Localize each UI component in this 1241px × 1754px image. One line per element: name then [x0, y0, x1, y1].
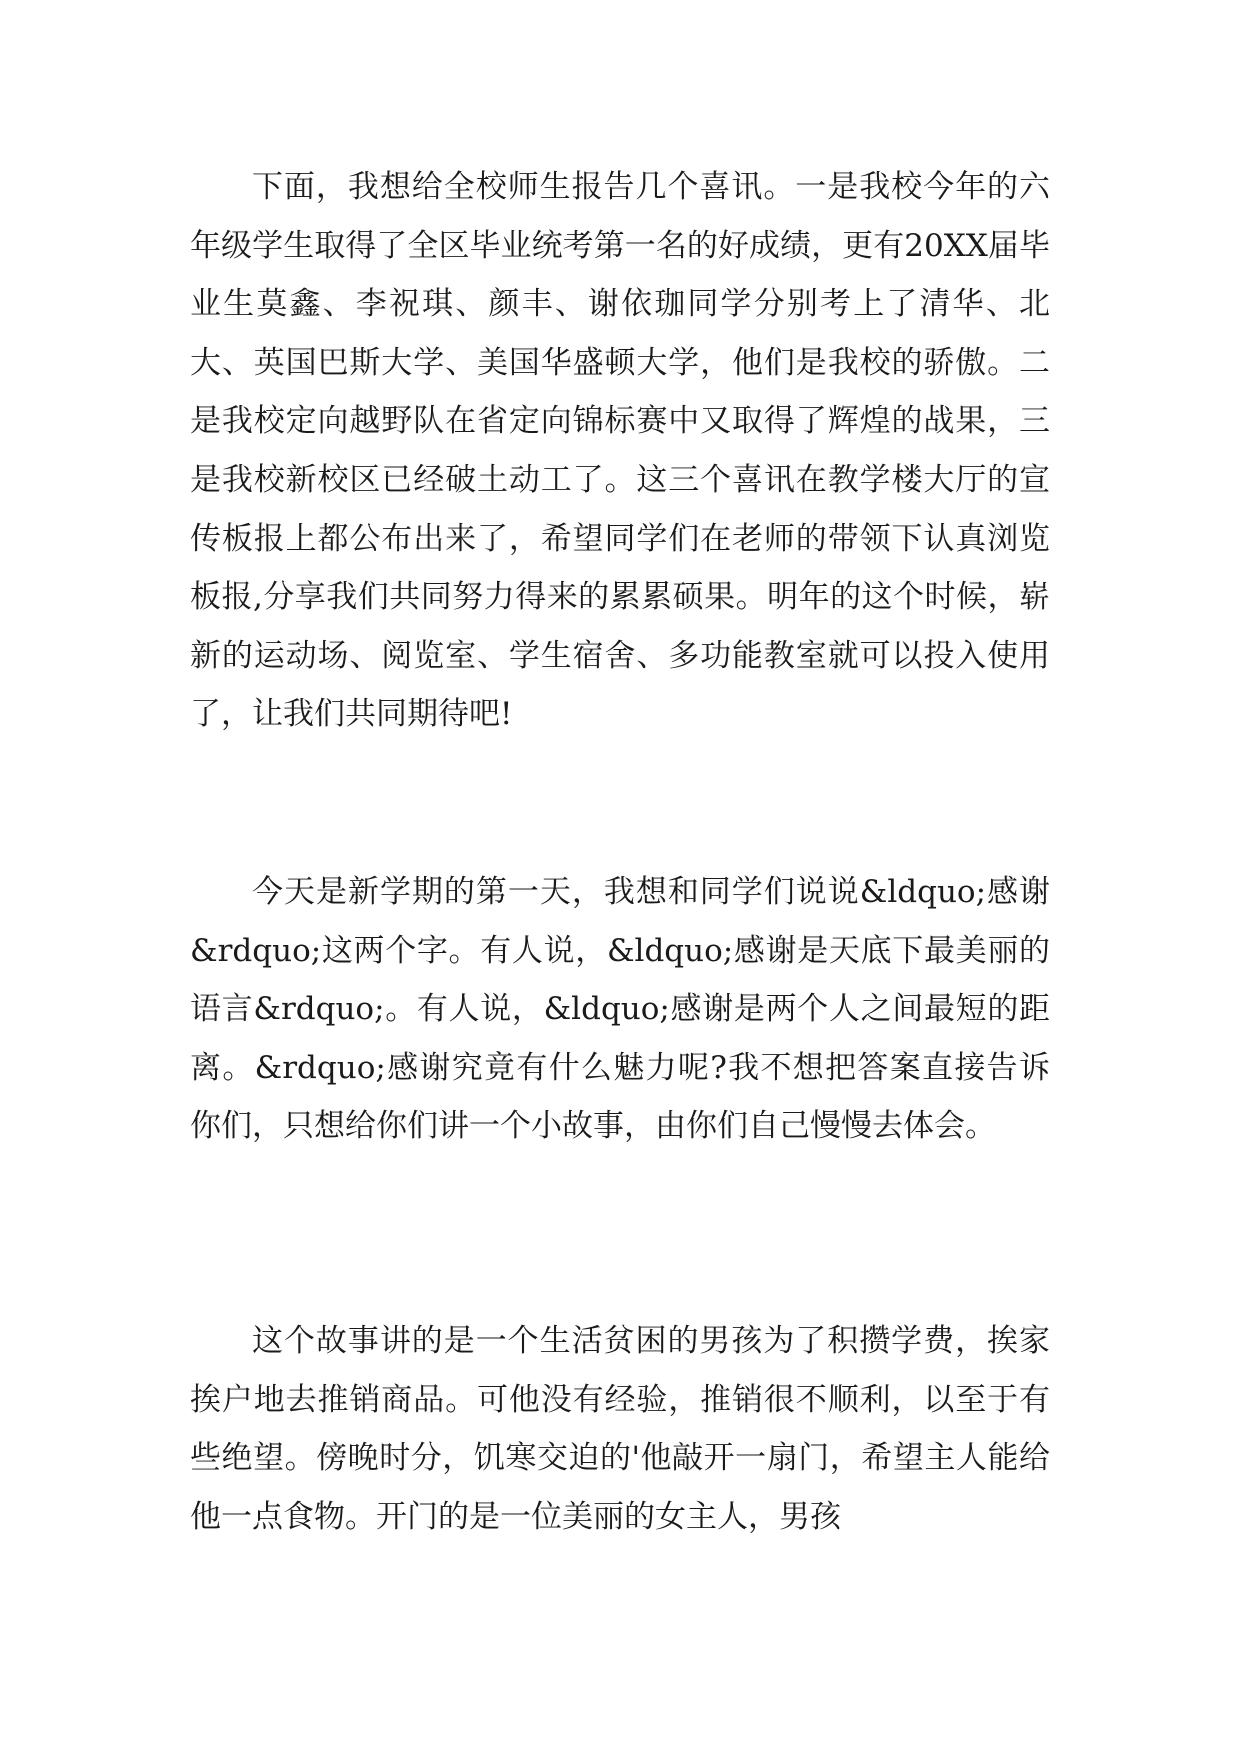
paragraph-story-start: 这个故事讲的是一个生活贫困的男孩为了积攒学费，挨家挨户地去推销商品。可他没有经验，推销很不顺利，以至于有些绝望。傍晚时分，饥寒交迫的'他敲开一扇门，希望主人能给他一点食物。开门的是一位美丽的女主人，男孩 [190, 1323, 1050, 1535]
paragraph-good-news: 下面，我想给全校师生报告几个喜讯。一是我校今年的六年级学生取得了全区毕业统考第一名的好成绩，更有20XX届毕业生莫鑫、李祝琪、颜丰、谢依珈同学分别考上了清华、北大、英国巴斯大学、美国华盛顿大学，他们是我校的骄傲。二是我校定向越野队在省定向锦标赛中又取得了辉煌的战果，三是我校新校区已经破土动工了。这三个喜讯在教学楼大厅的宣传板报上都公布出来了，希望同学们在老师的带领下认真浏览板报,分享我们共同努力得来的累累硕果。明年的这个时候，崭新的运动场、阅览室、学生宿舍、多功能教室就可以投入使用了，让我们共同期待吧! [190, 169, 1050, 733]
paragraph-gratitude-intro: 今天是新学期的第一天，我想和同学们说说&ldquo;感谢&rdquo;这两个字。有人说，&ldquo;感谢是天底下最美丽的语言&rdquo;。有人说，&ldquo;感谢是两个人之间最短的距离。&rdquo;感谢究竟有什么魅力呢?我不想把答案直接告诉你们，只想给你们讲一个小故事，由你们自己慢慢去体会。 [190, 874, 1050, 1145]
